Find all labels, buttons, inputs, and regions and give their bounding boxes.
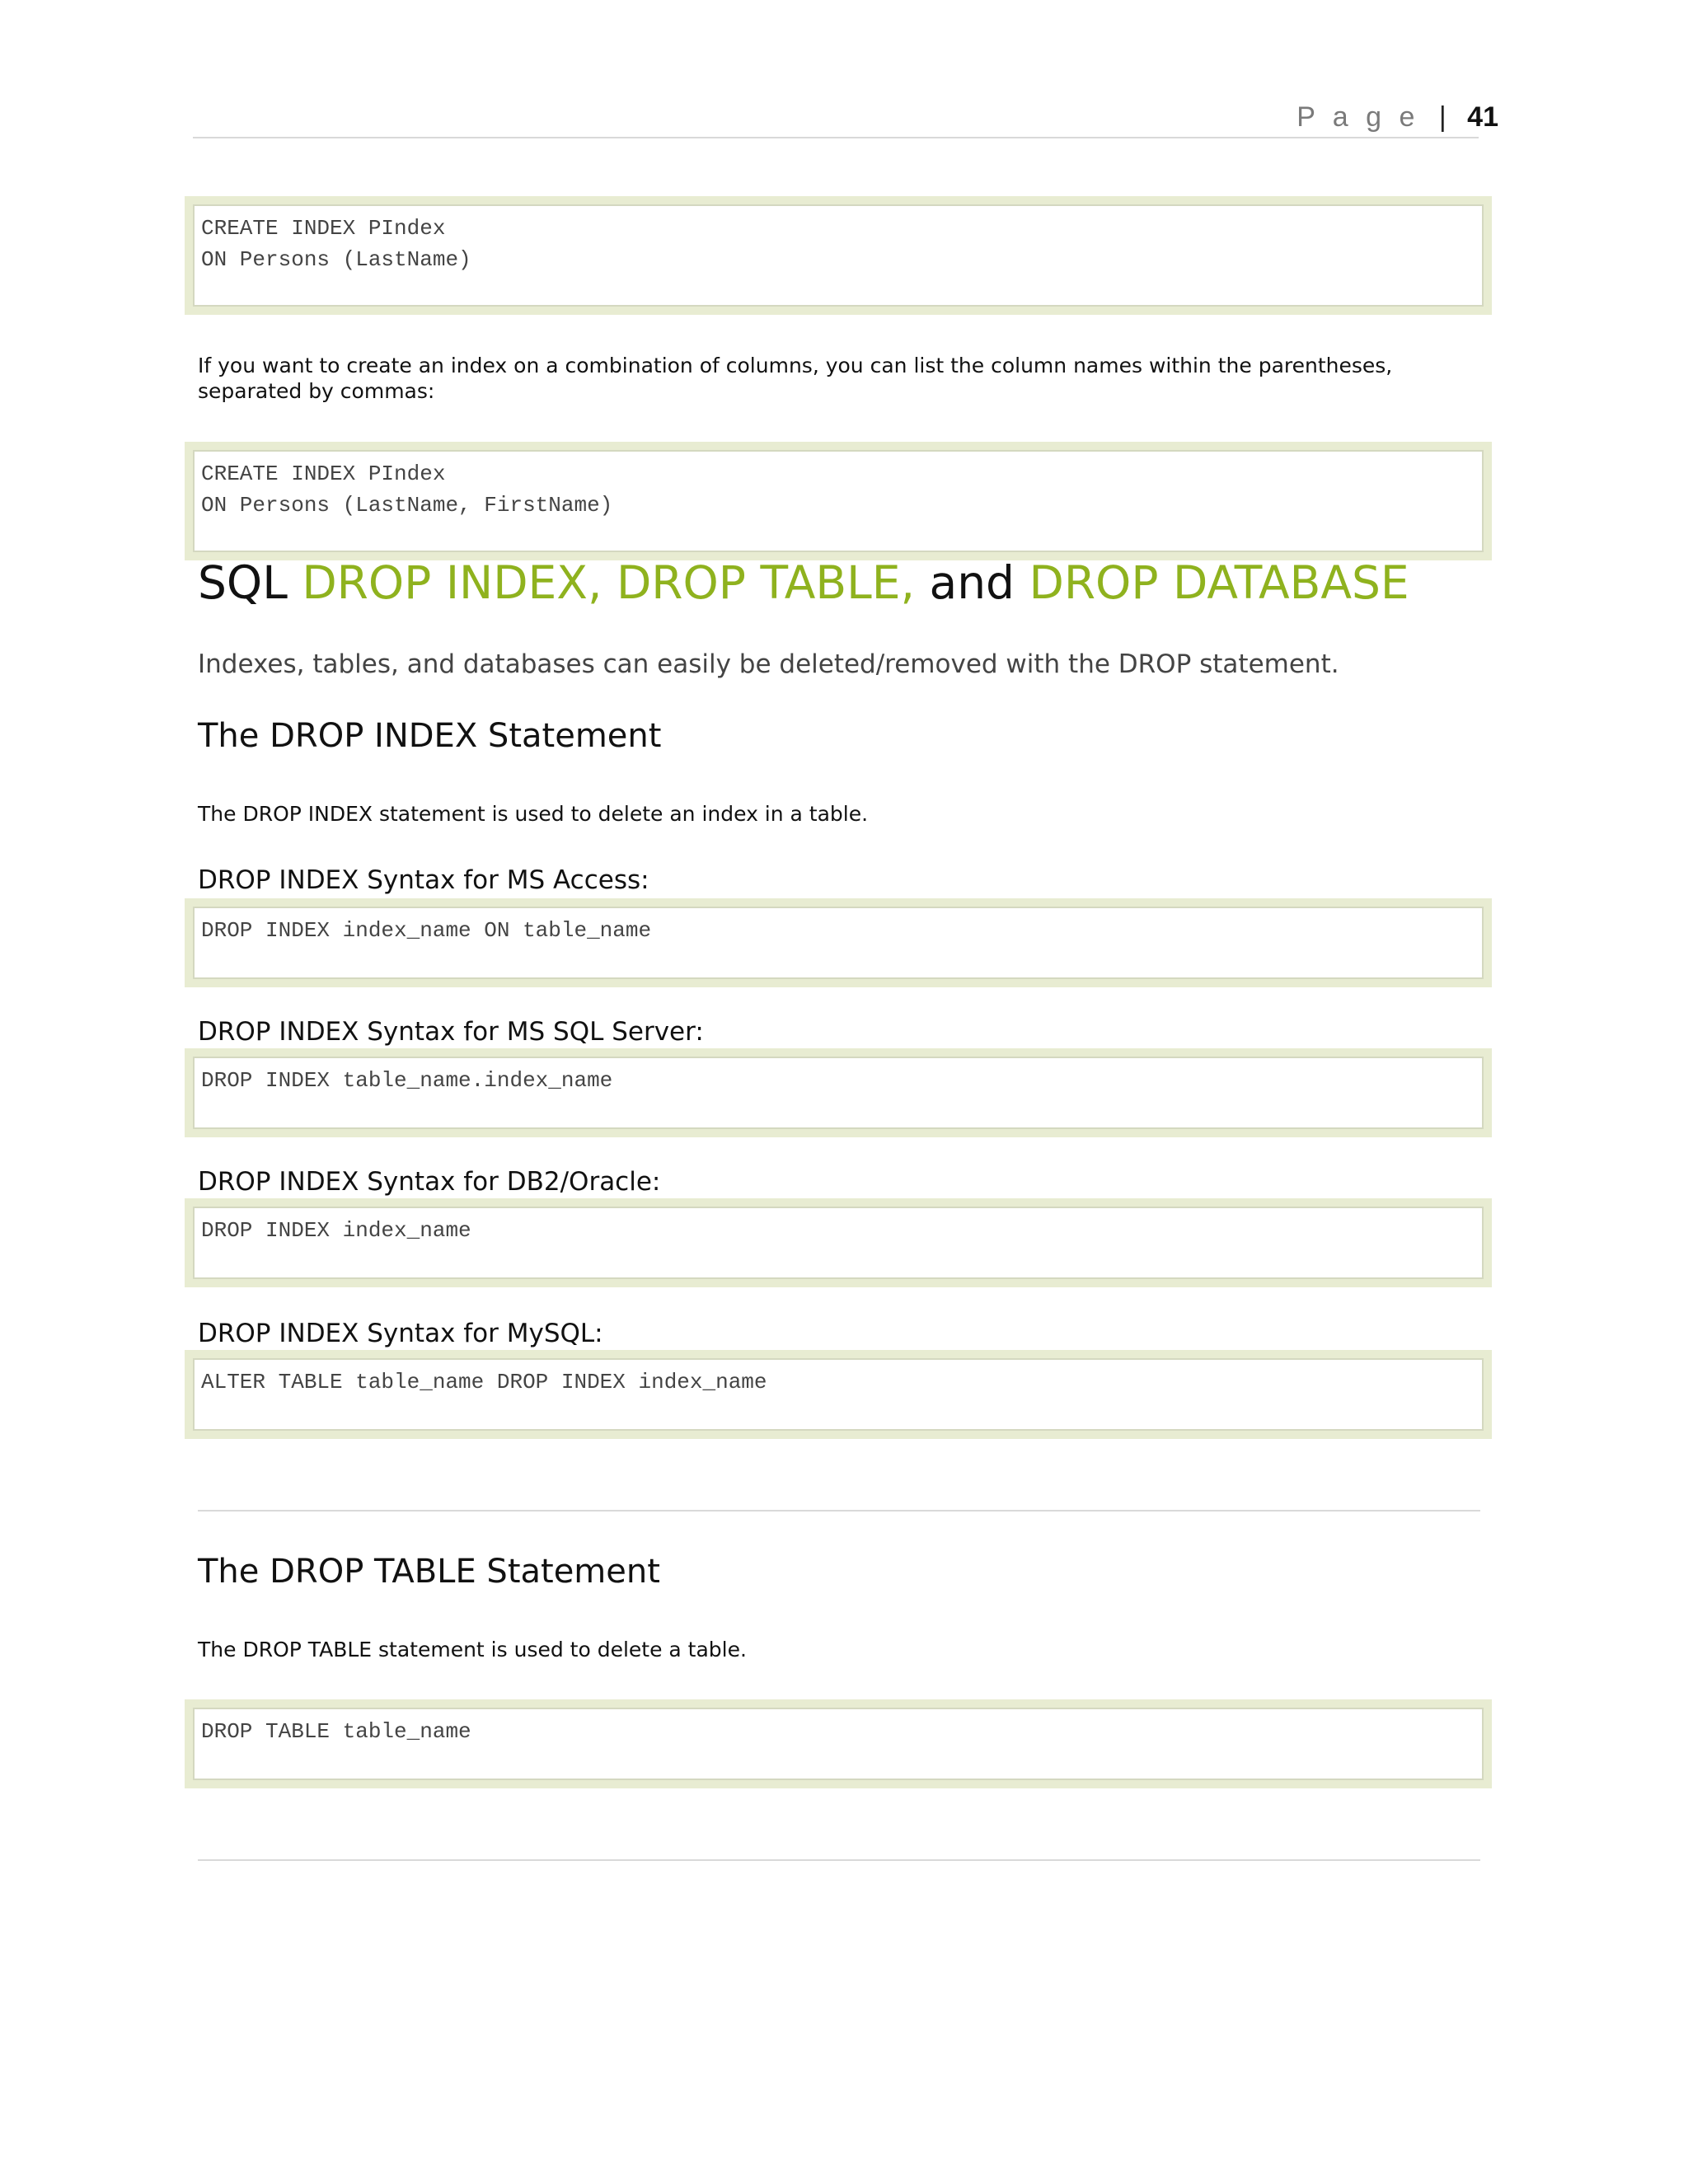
page-number-header	[1296, 97, 1498, 137]
code-db2-oracle: DROP INDEX index_name	[193, 1207, 1484, 1279]
code-create-index-combo: CREATE INDEX PIndex ON Persons (LastName, FirstName)	[193, 450, 1484, 552]
code-ms-access: DROP INDEX index_name ON table_name	[193, 907, 1484, 979]
code-block-drop-table	[185, 1699, 1492, 1788]
page-label: P a g e	[1296, 101, 1420, 133]
code-block-mysql	[185, 1350, 1492, 1439]
heading-syntax-mysql: DROP INDEX Syntax for MySQL:	[198, 1319, 603, 1348]
heading-drop-index-statement: The DROP INDEX Statement	[198, 717, 662, 755]
section-title	[198, 554, 1409, 612]
heading-syntax-ms-access: DROP INDEX Syntax for MS Access:	[198, 865, 649, 895]
code-block-ms-access	[185, 898, 1492, 987]
section-divider-bottom	[198, 1859, 1480, 1861]
code-create-index: CREATE INDEX PIndex ON Persons (LastName)	[193, 204, 1484, 307]
heading-syntax-ms-sql-server: DROP INDEX Syntax for MS SQL Server:	[198, 1017, 704, 1047]
code-drop-table: DROP TABLE table_name	[193, 1708, 1484, 1780]
code-block-ms-sql-server	[185, 1048, 1492, 1137]
page-number: 41	[1467, 101, 1498, 133]
title-part-and: and	[915, 556, 1029, 609]
section-divider	[198, 1510, 1480, 1511]
code-ms-sql-server: DROP INDEX table_name.index_name	[193, 1057, 1484, 1129]
page-separator: |	[1438, 101, 1447, 133]
paragraph-drop-table-desc: The DROP TABLE statement is used to delete a table.	[198, 1638, 747, 1661]
paragraph-drop-intro: Indexes, tables, and databases can easily be deleted/removed with the DROP statement.	[198, 649, 1339, 679]
paragraph-drop-index-desc: The DROP INDEX statement is used to delete an index in a table.	[198, 802, 869, 826]
heading-drop-table-statement: The DROP TABLE Statement	[198, 1553, 660, 1591]
title-part-sql: SQL	[198, 556, 302, 609]
code-block-create-index	[185, 196, 1492, 315]
code-mysql: ALTER TABLE table_name DROP INDEX index_name	[193, 1358, 1484, 1431]
code-block-create-index-combo	[185, 442, 1492, 560]
heading-syntax-db2-oracle: DROP INDEX Syntax for DB2/Oracle:	[198, 1167, 661, 1197]
code-block-db2-oracle	[185, 1198, 1492, 1287]
paragraph-combo-intro: If you want to create an index on a combination of columns, you can list the column names within the parentheses, separated by commas:	[198, 354, 1393, 403]
header-rule	[193, 137, 1479, 138]
title-part-drop-database: DROP DATABASE	[1029, 556, 1409, 609]
title-part-drop-index-table: DROP INDEX, DROP TABLE,	[302, 556, 916, 609]
